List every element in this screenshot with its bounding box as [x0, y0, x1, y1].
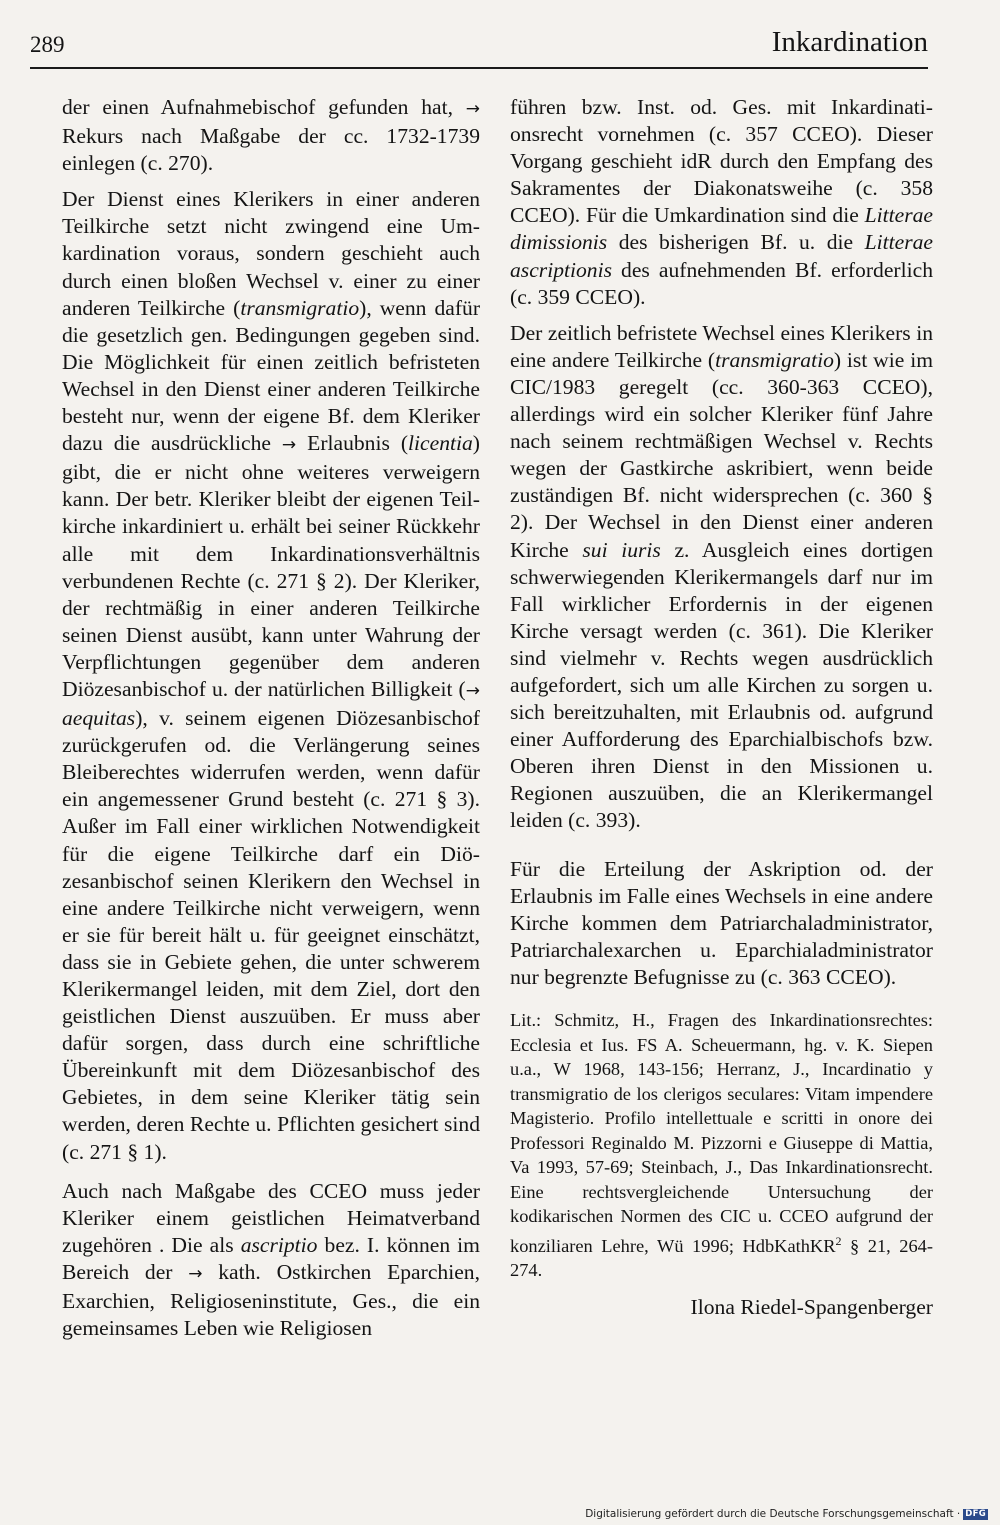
header-rule — [30, 67, 928, 69]
author-signature: Ilona Riedel-Spangenberger — [690, 1294, 933, 1319]
literature-list: Lit.: Schmitz, H., Fragen des Inkardinationsrechtes: Ecclesia et Ius. FS A. Scheuermann, hg. v. K. Siepen u.a., W 1968, 143-156; Herranz, J., Incardinatio y transmigratio de los clerigos seculares: Vitam impendere Magisterio. Profilo intellettuale e scritti in onore dei Professori Reginaldo M. Pizzorni e Giuseppe di Mattia, Va 1993, 57-69; Steinbach, J., Das Inkardinationsrecht. Eine rechtsvergleichende Untersuchung der kodikarischen Normen des CIC u. CCEO aufgrund der konziliaren Lehre, Wü 1996; HdbKathKR$^2$ § 21, 264-274. — [510, 1010, 934, 1281]
paragraph: führen bzw. Inst. od. Ges. mit Inkardinationsrecht vornehmen (c. 357 CCEO). Dieser Vorgang geschieht idR durch den Empfang des Sakramentes der Diakonatsweihe (c. 358 CCEO). Für die Umkardination sind die Litterae dimissionis des bisherigen Bf. u. die Litterae ascriptionis des aufnehmenden Bf. erforderlich (c. 359 CCEO). — [510, 95, 933, 309]
paragraph: Für die Erteilung der Askription od. der Erlaubnis im Falle eines Wechsels in eine andere Kirche kommen dem Patriarchaladministrator, Patriarchalexarchen u. Eparchialadministrator nur begrenzte Befugnisse zu (c. 363 CCEO). — [510, 856, 933, 989]
arrow-icon: → — [188, 1263, 203, 1284]
page-number: 289 — [30, 32, 65, 57]
arrow-icon: → — [281, 435, 297, 456]
paragraph: Auch nach Maßgabe des CCEO muss jeder Kleriker einem geistlichen Heimatverband zugehören . Die als ascriptio bez. I. können im Bereich der → kath. Ostkirchen Eparchien, Exarchien, Religioseninstitute, Ges., die ein gemeinsames Leben wie Religiosen — [62, 1178, 480, 1341]
footer — [585, 1507, 988, 1521]
paragraph: Der zeitlich befristete Wechsel eines Klerikers in eine andere Teilkirche (transmigratio) ist wie im CIC/1983 geregelt (cc. 360-363 CCEO), allerdings wird ein solcher Kleriker fünf Jahre nach seinem rechtmäßigen Wechsel v. Rechts wegen der Gastkirche askribiert, wenn beide zuständigen Bf. nicht widersprechen (c. 360 § 2). Der Wechsel in den Dienst einer anderen Kirche sui iuris z. Ausgleich eines dortigen schwerwiegenden Klerikermangels darf nur im Fall wirklicher Erfordernis in der eigenen Kirche versagt werden (c. 361). Die Kleriker sind vielmehr v. Rechts wegen ausdrücklich aufgefordert, sich um alle Kirchen zu sorgen u. sich bereitzuhalten, mit Erlaubnis od. aufgrund einer Aufforderung des Eparchialbischofs bzw. Oberen ihren Dienst in den Missionen u. Regionen auszuüben, die an Klerikermangel leiden (c. 393). — [510, 320, 934, 833]
left-column — [62, 94, 480, 1342]
right-column — [510, 94, 933, 1332]
running-head: Inkardination — [771, 26, 928, 58]
paragraph: Der Dienst eines Klerikers in einer anderen Teilkirche setzt nicht zwingend eine Umkardination voraus, sondern geschieht auch durch einen bloßen Wechsel v. einer zu einer anderen Teilkirche (transmigratio), wenn dafür die gesetzlich gen. Bedingungen gegeben sind. Die Möglichkeit für einen zeitlich befristeten Wechsel in den Dienst einer anderen Teilkirche besteht nur, wenn der eigene Bf. dem Kleriker dazu die ausdrückliche → Erlaubnis (licentia) gibt, die er nicht ohne weiteres verweigern kann. Der betr. Kleriker bleibt der eigenen Teilkirche inkardiniert u. erhält bei seiner Rückkehr alle mit dem Inkardinationsverhältnis verbundenen Rechte (c. 271 § 2). Der Kleriker, der rechtmäßig in einer anderen Teilkirche seinen Dienst ausübt, kann unter Wahrung der Verpflichtungen gegenüber dem anderen Diözesanbischof u. der natürlichen Billigkeit (→ aequitas), v. seinem eigenen Diözesanbischof zurückgerufen od. die Verlängerung seines Bleiberechtes widerrufen werden, wenn dafür ein angemessener Grund besteht (c. 271 § 3). Außer im Fall einer wirklichen Notwendigkeit für die eigene Teilkirche darf ein Diözesanbischof seinen Klerikern den Wechsel in eine andere Teilkirche nicht verweigern, wenn er sie für bereit hält u. für geeignet einschätzt, dass sie in Gebiete gehen, die unter schwerem Klerikermangel leiden, mit dem Ziel, dort den geistlichen Dienst auszuüben. Er muss aber dafür sorgen, dass durch eine schriftliche Übereinkunft mit dem Diözesanbischof des Gebietes, in dem seine Kleriker tätig sein werden, deren Rechte u. Pflichten gesichert sind (c. 271 § 1). — [62, 187, 481, 1164]
footer-text: Digitalisierung gefördert durch die Deutsche Forschungsgemeinschaft · — [585, 1508, 961, 1520]
dfg-logo: DFG — [965, 1508, 986, 1519]
arrow-icon: → — [465, 680, 480, 701]
paragraph: der einen Aufnahmebischof gefunden hat, → Rekurs nach Maßgabe der cc. 1732-1739 einlegen (c. 270). — [62, 95, 480, 176]
arrow-icon: → — [465, 99, 480, 119]
